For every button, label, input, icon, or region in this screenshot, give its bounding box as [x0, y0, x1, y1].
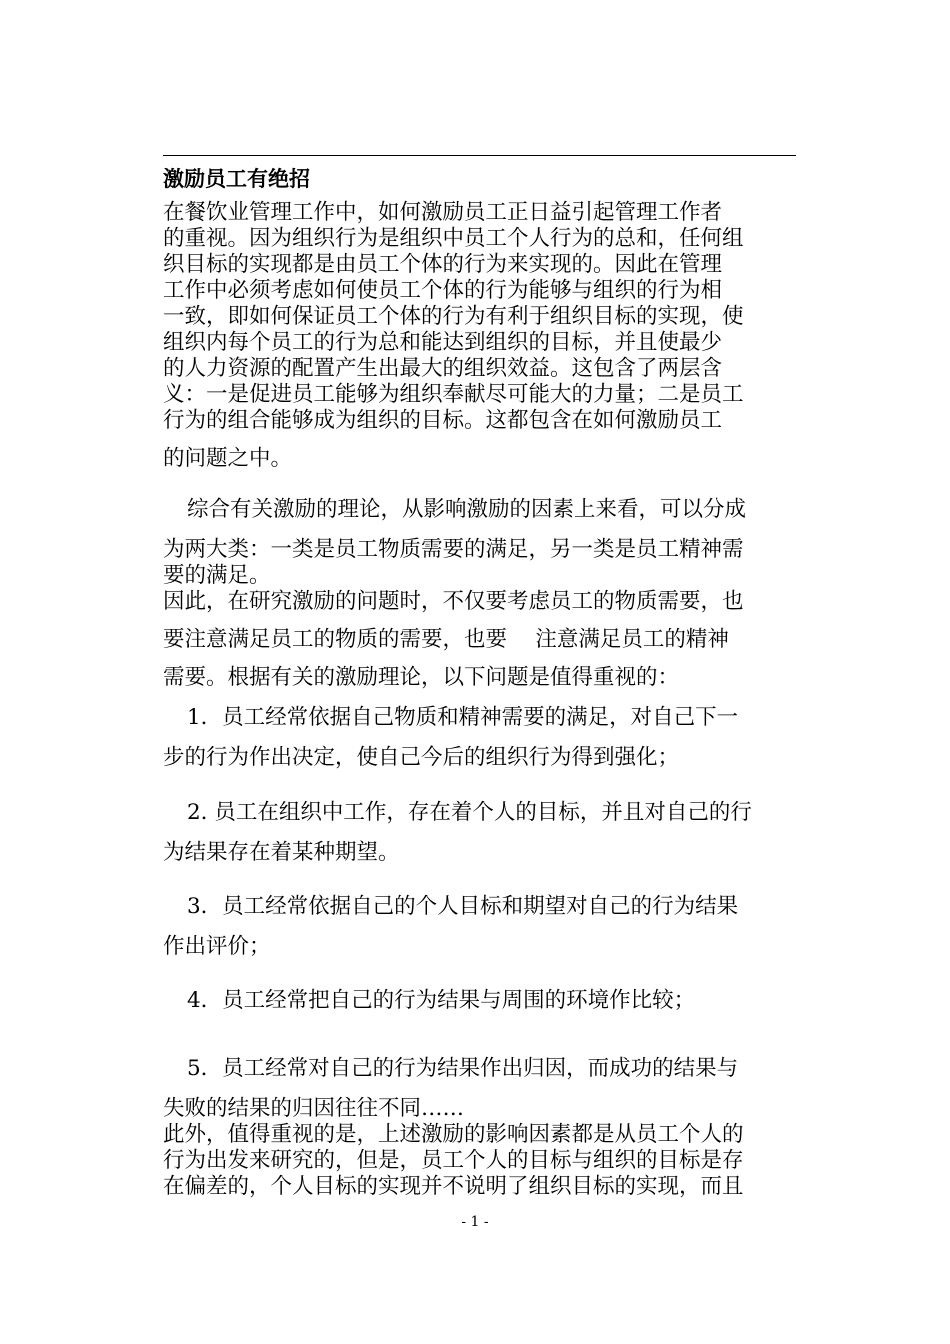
list-item-4: 4．员工经常把自己的行为结果与周围的环境作比较；: [187, 988, 696, 1013]
text-line: 工作中必须考虑如何使员工个体的行为能够与组织的行为相: [163, 278, 723, 303]
header-rule: [163, 155, 796, 156]
text-line: 失败的结果的归因往往不同……: [163, 1096, 465, 1121]
page-number: - 1 -: [461, 1214, 489, 1230]
text-line: 此外，值得重视的是，上述激励的影响因素都是从员工个人的: [163, 1122, 744, 1147]
text-line: 行为的组合能够成为组织的目标。这都包含在如何激励员工: [163, 408, 723, 433]
list-item-5: 5．员工经常对自己的行为结果作出归因，而成功的结果与: [187, 1056, 739, 1081]
text-line: 一致，即如何保证员工个体的行为有利于组织目标的实现，使: [163, 304, 744, 329]
text-line: 义：一是促进员工能够为组织奉献尽可能大的力量；二是员工: [163, 382, 744, 407]
text-line: 的问题之中。: [163, 446, 293, 471]
document-title: 激励员工有绝招: [163, 167, 310, 191]
list-item-3: 3．员工经常依据自己的个人目标和期望对自己的行为结果: [187, 894, 739, 919]
text-line: 织目标的实现都是由员工个体的行为来实现的。因此在管理: [163, 252, 723, 277]
text-line: 要的满足。: [163, 563, 271, 588]
text-line: 在偏差的，个人目标的实现并不说明了组织目标的实现，而且: [163, 1174, 744, 1199]
list-item-2: 2. 员工在组织中工作，存在着个人的目标，并且对自己的行: [187, 800, 752, 825]
text-line: 作出评价；: [163, 934, 271, 959]
text-line: 要注意满足员工的物质的需要，也要 注意满足员工的精神: [163, 627, 729, 652]
text-line: 因此，在研究激励的问题时，不仅要考虑员工的物质需要，也: [163, 589, 744, 614]
text-line: 步的行为作出决定，使自己今后的组织行为得到强化；: [163, 745, 680, 770]
list-item-1: 1．员工经常依据自己物质和精神需要的满足，对自己下一: [187, 705, 739, 730]
text-line: 需要。根据有关的激励理论，以下问题是值得重视的：: [163, 665, 680, 690]
text-line: 综合有关激励的理论，从影响激励的因素上来看，可以分成: [187, 497, 747, 522]
text-line: 组织内每个员工的行为总和能达到组织的目标，并且使最少: [163, 330, 723, 355]
text-line: 为两大类：一类是员工物质需要的满足，另一类是员工精神需: [163, 537, 744, 562]
text-line: 的重视。因为组织行为是组织中员工个人行为的总和，任何组: [163, 226, 744, 251]
text-line: 为结果存在着某种期望。: [163, 840, 400, 865]
text-line: 在餐饮业管理工作中，如何激励员工正日益引起管理工作者: [163, 200, 723, 225]
text-line: 的人力资源的配置产生出最大的组织效益。这包含了两层含: [163, 356, 723, 381]
text-line: 行为出发来研究的，但是，员工个人的目标与组织的目标是存: [163, 1148, 744, 1173]
